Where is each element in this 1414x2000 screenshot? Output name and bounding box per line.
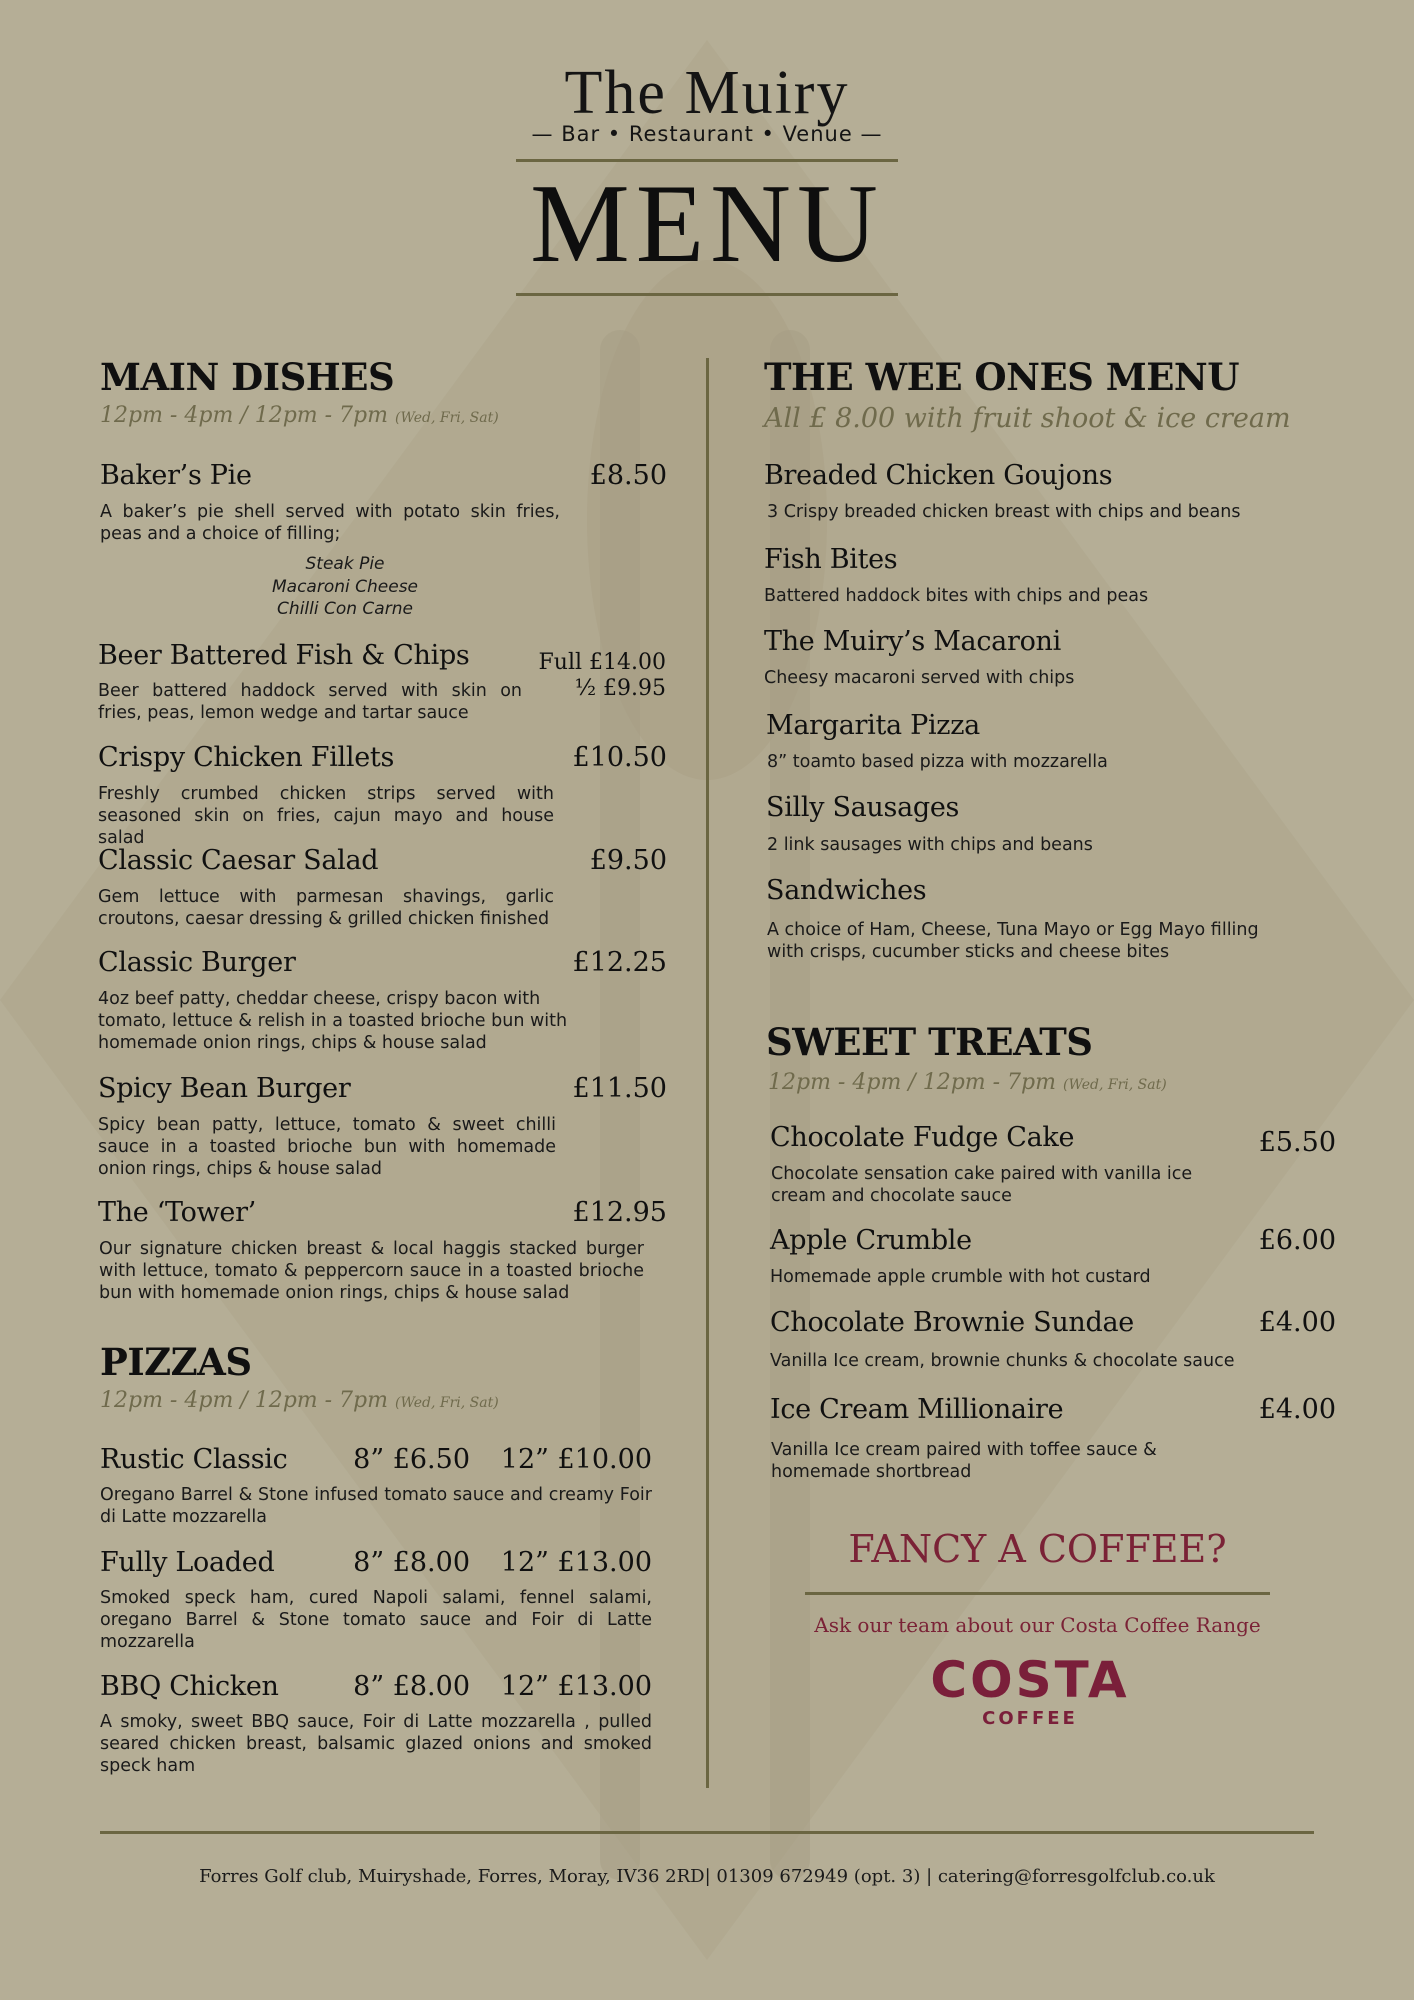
menu-item-desc: Beer battered haddock served with skin on fries, peas, lemon wedge and tartar sauce (98, 681, 522, 723)
main-dishes-title: MAIN DISHES (100, 355, 395, 399)
menu-item-desc: Gem lettuce with parmesan shavings, garlic croutons, caesar dressing & grilled chicken finished (98, 887, 554, 929)
sweet-treats-days: (Wed, Fri, Sat) (1063, 1077, 1167, 1093)
footer-rule (100, 1831, 1314, 1834)
main-dishes-hours (100, 403, 499, 428)
menu-item-desc: Freshly crumbed chicken strips served with seasoned skin on fries, cajun mayo and house salad (98, 784, 554, 848)
dessert-item-price: £4.00 (1258, 1307, 1336, 1338)
menu-item-name: Baker’s Pie (100, 460, 252, 491)
dessert-item-name: Apple Crumble (770, 1225, 972, 1256)
pizza-price-8: 8” £6.50 (353, 1444, 470, 1475)
coffee-heading: FANCY A COFFEE? (848, 1527, 1227, 1571)
menu-item-name: The ‘Tower’ (98, 1197, 256, 1228)
pizza-price-8: 8” £8.00 (353, 1671, 470, 1702)
pizza-price-12: 12” £13.00 (500, 1547, 652, 1578)
pizza-desc: A smoky, sweet BBQ sauce, Foir di Latte mozzarella , pulled seared chicken breast, balsamic glazed onions and smoked speck ham (100, 1712, 652, 1776)
filling-option: Macaroni Cheese (271, 576, 419, 597)
footer-contact: Forres Golf club, Muiryshade, Forres, Moray, IV36 2RD| 01309 672949 (opt. 3) | catering@forresgolfclub.co.uk (199, 1866, 1215, 1887)
menu-item-price: £11.50 (572, 1073, 667, 1104)
pizzas-hours-text: 12pm - 4pm / 12pm - 7pm (100, 1388, 388, 1413)
kids-item-desc: 2 link sausages with chips and beans (767, 835, 1093, 855)
pizza-price-12: 12” £10.00 (500, 1444, 652, 1475)
brand-name: The Muiry (564, 59, 850, 127)
coffee-subheading: Ask our team about our Costa Coffee Range (814, 1613, 1261, 1637)
dessert-item-price: £5.50 (1258, 1127, 1336, 1158)
kids-item-desc: A choice of Ham, Cheese, Tuna Mayo or Egg Mayo filling with crisps, cucumber sticks and cheese bites (767, 920, 1259, 962)
menu-item-price: £12.25 (572, 947, 667, 978)
costa-logo: COSTA (930, 1651, 1130, 1709)
pizzas-title: PIZZAS (100, 1340, 252, 1384)
menu-item-desc: Spicy bean patty, lettuce, tomato & sweet chilli sauce in a toasted brioche bun with homemade onion rings, chips & house salad (98, 1115, 556, 1179)
menu-item-name: Classic Burger (98, 947, 296, 978)
header-rule-bottom (516, 293, 898, 296)
dessert-item-desc: Vanilla Ice cream paired with toffee sauce & homemade shortbread (771, 1440, 1157, 1482)
pizzas-hours (100, 1388, 499, 1413)
pizza-price-8: 8” £8.00 (353, 1547, 470, 1578)
kids-item-desc: 3 Crispy breaded chicken breast with chips and beans (767, 502, 1241, 522)
costa-logo-sub: COFFEE (982, 1708, 1078, 1729)
menu-item-price-half: ½ £9.95 (574, 676, 666, 701)
kids-item-name: Sandwiches (766, 875, 927, 906)
dessert-item-desc: Homemade apple crumble with hot custard (770, 1267, 1151, 1287)
menu-item-price: £12.95 (572, 1197, 667, 1228)
dessert-item-price: £4.00 (1258, 1394, 1336, 1425)
menu-item-price: £8.50 (589, 460, 667, 491)
kids-item-name: Fish Bites (764, 544, 898, 575)
menu-item-price-full: Full £14.00 (538, 650, 666, 675)
main-dishes-hours-text: 12pm - 4pm / 12pm - 7pm (100, 403, 388, 428)
kids-item-name: Breaded Chicken Goujons (764, 460, 1113, 491)
sweet-treats-hours (768, 1070, 1167, 1095)
pizza-item-name: Rustic Classic (100, 1444, 288, 1475)
dessert-item-desc: Vanilla Ice cream, brownie chunks & chocolate sauce (770, 1351, 1235, 1371)
menu-item-name: Crispy Chicken Fillets (98, 742, 395, 773)
wee-ones-title: THE WEE ONES MENU (764, 355, 1240, 399)
pizza-price-12: 12” £13.00 (500, 1671, 652, 1702)
menu-item-price: £10.50 (572, 742, 667, 773)
dessert-item-name: Chocolate Brownie Sundae (770, 1307, 1134, 1338)
wee-ones-subtitle: All £ 8.00 with fruit shoot & ice cream (764, 403, 1291, 434)
dessert-item-desc: Chocolate sensation cake paired with vanilla ice cream and chocolate sauce (771, 1164, 1193, 1206)
menu-item-desc: A baker’s pie shell served with potato skin fries, peas and a choice of filling; (100, 502, 560, 544)
pizza-item-name: BBQ Chicken (100, 1671, 279, 1702)
dessert-item-name: Ice Cream Millionaire (770, 1394, 1064, 1425)
kids-item-name: Margarita Pizza (766, 710, 980, 741)
coffee-rule (805, 1592, 1270, 1595)
menu-title: MENU (530, 162, 884, 286)
menu-item-desc: Our signature chicken breast & local haggis stacked burger with lettuce, tomato & peppercorn sauce in a toasted brioche bun with homemade onion rings, chips & house salad (99, 1239, 644, 1303)
filling-option: Steak Pie (305, 554, 385, 574)
menu-item-name: Beer Battered Fish & Chips (98, 640, 470, 671)
kids-item-name: Silly Sausages (766, 792, 960, 823)
kids-item-desc: 8” toamto based pizza with mozzarella (767, 752, 1108, 772)
column-divider (706, 358, 709, 1788)
pizzas-days: (Wed, Fri, Sat) (395, 1395, 499, 1411)
pizza-desc: Smoked speck ham, cured Napoli salami, fennel salami, oregano Barrel & Stone tomato sauce and Foir di Latte mozzarella (100, 1588, 652, 1652)
dessert-item-name: Chocolate Fudge Cake (770, 1122, 1075, 1153)
menu-item-price: £9.50 (589, 845, 667, 876)
menu-item-name: Classic Caesar Salad (98, 845, 379, 876)
main-dishes-days: (Wed, Fri, Sat) (395, 410, 499, 426)
menu-item-name: Spicy Bean Burger (98, 1073, 351, 1104)
sweet-treats-title: SWEET TREATS (766, 1020, 1093, 1064)
filling-option: Chilli Con Carne (277, 599, 413, 619)
sweet-treats-hours-text: 12pm - 4pm / 12pm - 7pm (768, 1070, 1056, 1095)
dessert-item-price: £6.00 (1258, 1225, 1336, 1256)
pizza-item-name: Fully Loaded (100, 1547, 275, 1578)
menu-item-desc: 4oz beef patty, cheddar cheese, crispy bacon with tomato, lettuce & relish in a toasted brioche bun with homemade onion rings, chips & house salad (98, 989, 568, 1053)
kids-item-name: The Muiry’s Macaroni (764, 626, 1061, 657)
brand-tagline: — Bar • Restaurant • Venue — (531, 122, 883, 146)
kids-item-desc: Battered haddock bites with chips and peas (764, 586, 1149, 606)
kids-item-desc: Cheesy macaroni served with chips (764, 668, 1075, 688)
pizza-desc: Oregano Barrel & Stone infused tomato sauce and creamy Foir di Latte mozzarella (100, 1485, 652, 1527)
pie-fillings (150, 553, 540, 621)
